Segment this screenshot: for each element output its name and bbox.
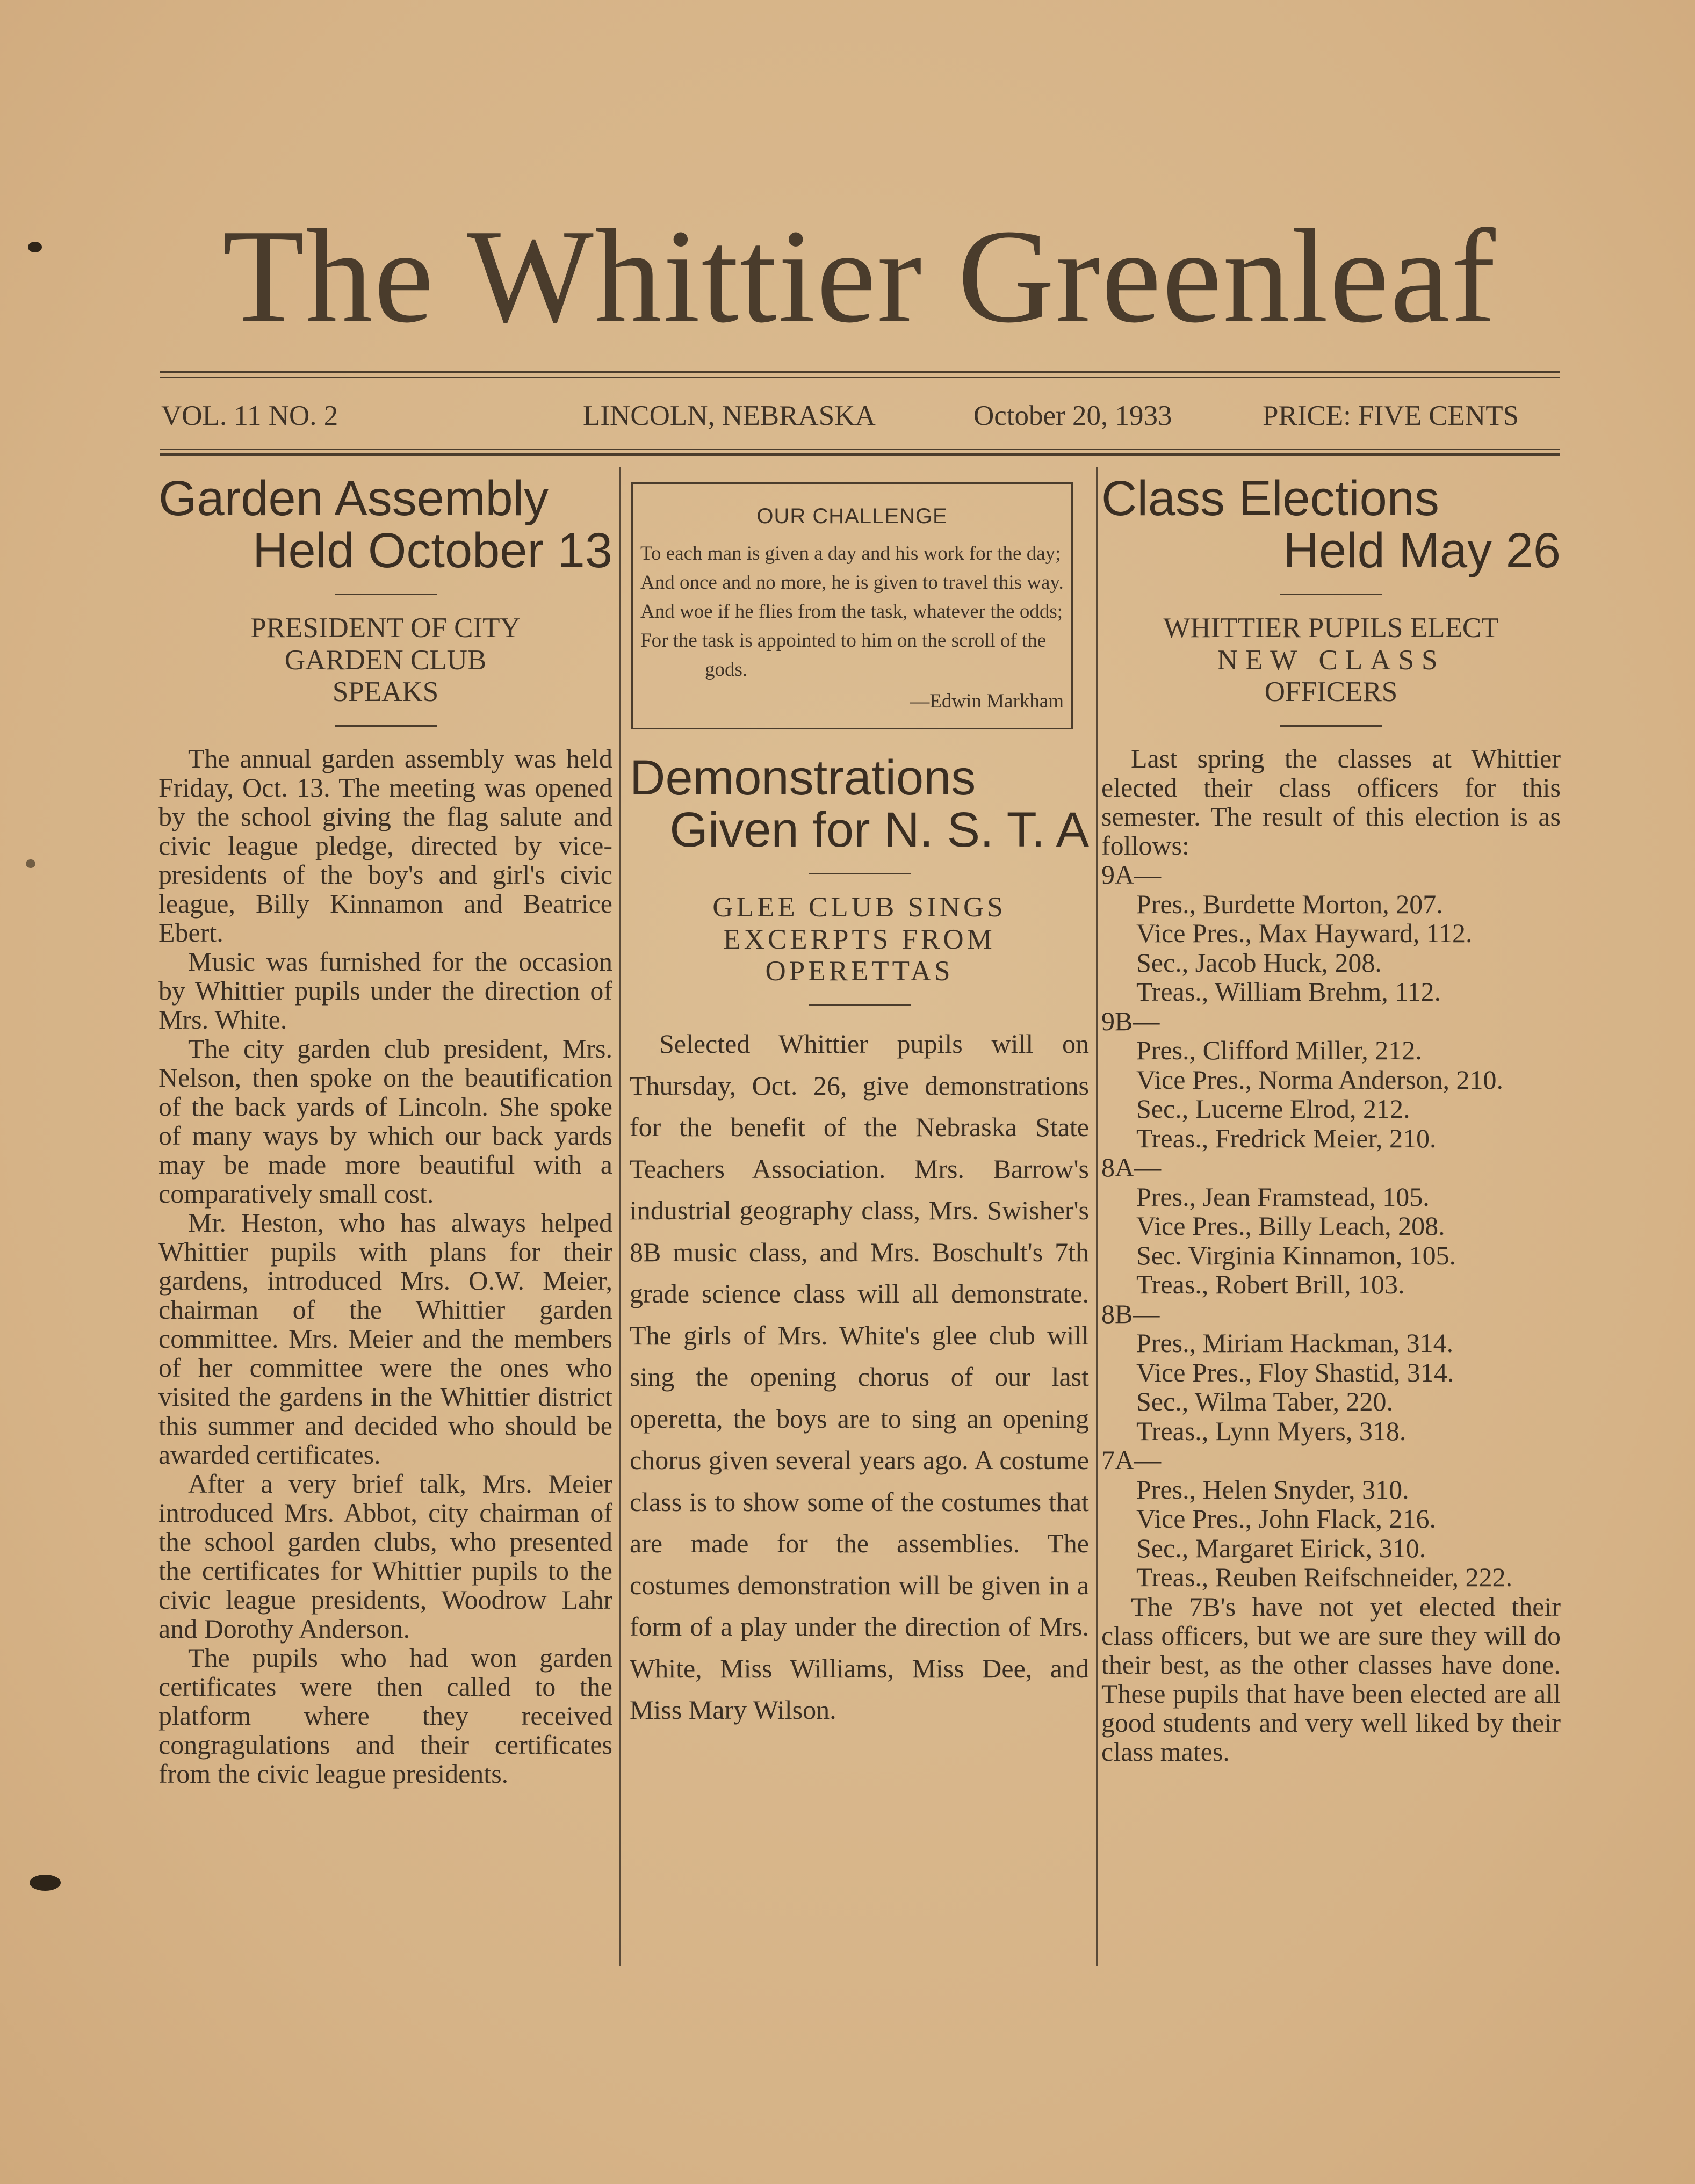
subheadline: [630, 892, 1089, 987]
column-divider-right: [1096, 467, 1098, 1966]
issue-date: October 20, 1933: [973, 400, 1172, 431]
officer-entry: Treas., William Brehm, 112.: [1136, 977, 1441, 1007]
class-name: 9B—: [1101, 1006, 1160, 1036]
officer-entry: Pres., Burdette Morton, 207.: [1136, 888, 1443, 919]
poem-line: And woe if he flies from the task, whatever the odds;: [640, 601, 1063, 623]
subheadline: [1101, 612, 1561, 708]
poem-box: [631, 482, 1073, 729]
divider: [1280, 725, 1382, 727]
headline-line-1: Demonstrations: [630, 750, 976, 805]
subheadline: [158, 612, 612, 708]
subheadline-line-1: WHITTIER PUPILS ELECT: [1163, 612, 1499, 644]
poem-line: To each man is given a day and his work for the day;: [640, 543, 1061, 565]
headline-line-2: Given for N. S. T. A: [669, 802, 1089, 857]
headline: [158, 473, 612, 576]
class-name: 8B—: [1101, 1298, 1160, 1329]
officer-entry: Sec. Virginia Kinnamon, 105.: [1136, 1240, 1456, 1270]
article-body: [1101, 744, 1561, 860]
divider: [809, 873, 911, 874]
paragraph: Mr. Heston, who has always helped Whittier pupils with plans for their gardens, introduced Mrs. O.W. Meier, chairman of the Whittier garden committee. Mrs. Meier and the members of her committee were the ones who visited the gardens in the Whittier district this summer and decided who should be awarded certificates.: [158, 1207, 612, 1470]
subheadline-line-2: GARDEN CLUB: [284, 644, 487, 676]
subheadline-line-2: NEW CLASS: [1217, 644, 1445, 676]
issue-rule-thin: [160, 449, 1560, 450]
headline-line-1: Class Elections: [1101, 471, 1439, 526]
article-garden-assembly: [158, 473, 612, 1788]
paper-blemish: [30, 1875, 61, 1891]
poem-line: For the task is appointed to him on the scroll of the gods.: [640, 630, 1047, 681]
officer-entry: Vice Pres., Floy Shastid, 314.: [1136, 1357, 1454, 1387]
masthead-title: The Whittier Greenleaf: [222, 202, 1497, 351]
article-body: [158, 744, 612, 1788]
poem-text: [640, 539, 1064, 684]
officer-entry: Sec., Lucerne Elrod, 212.: [1136, 1094, 1410, 1124]
paragraph: The pupils who had won garden certificates were then called to the platform where they received congragulations and their certificates from the civic league presidents.: [158, 1643, 612, 1789]
officer-entry: Vice Pres., Max Hayward, 112.: [1136, 918, 1473, 949]
issue-rule-thick: [160, 453, 1560, 456]
paragraph: Music was furnished for the occasion by Whittier pupils under the direction of Mrs. White.: [158, 946, 612, 1035]
poem-title: OUR CHALLENGE: [756, 504, 948, 528]
subheadline-line-1: PRESIDENT OF CITY: [250, 612, 521, 644]
headline-line-2: Held October 13: [253, 523, 612, 578]
officer-entry: Vice Pres., Billy Leach, 208.: [1136, 1211, 1445, 1241]
officer-entry: Pres., Clifford Miller, 212.: [1136, 1035, 1422, 1066]
issue-price: PRICE: FIVE CENTS: [1263, 400, 1519, 431]
headline-line-2: Held May 26: [1283, 523, 1561, 578]
paragraph: The annual garden assembly was held Friday, Oct. 13. The meeting was opened by the school giving the flag salute and civic league pledge, directed by vice-presidents of the boy's and girl's civic league, Billy Kinnamon and Beatrice Ebert.: [158, 743, 612, 948]
officer-entry: Sec., Wilma Taber, 220.: [1136, 1386, 1394, 1417]
officer-entry: Vice Pres., John Flack, 216.: [1136, 1503, 1437, 1534]
column-divider-left: [619, 467, 621, 1966]
officer-entry: Vice Pres., Norma Anderson, 210.: [1136, 1064, 1503, 1095]
article-body: [630, 1023, 1089, 1731]
subheadline-line-3: SPEAKS: [332, 676, 439, 707]
paragraph: After a very brief talk, Mrs. Meier introduced Mrs. Abbot, city chairman of the school garden clubs, who presented the certificates for Whittier pupils to the civic league presidents, Woodrow Lahr and Dorothy Anderson.: [158, 1469, 612, 1644]
subheadline-line-3: OFFICERS: [1264, 676, 1398, 707]
poem-line: And once and no more, he is given to travel this way.: [640, 572, 1064, 594]
article-class-elections: [1101, 473, 1561, 1766]
paper-blemish: [28, 242, 42, 252]
class-name: 9A—: [1101, 859, 1162, 890]
subheadline-line-3: OPERETTAS: [765, 955, 954, 987]
paper-blemish: [26, 859, 35, 868]
masthead-rule-top-thin: [160, 377, 1560, 378]
poem-author: —Edwin Markham: [910, 690, 1064, 712]
divider: [335, 594, 437, 595]
officer-entry: Treas., Lynn Myers, 318.: [1136, 1415, 1407, 1446]
subheadline-line-1: GLEE CLUB SINGS: [712, 892, 1006, 923]
officer-entry: Treas., Reuben Reifschneider, 222.: [1136, 1562, 1513, 1593]
class-name: 8A—: [1101, 1152, 1162, 1183]
masthead-rule-top-thick: [160, 371, 1560, 373]
officer-entry: Pres., Helen Snyder, 310.: [1136, 1474, 1409, 1505]
issue-city: LINCOLN, NEBRASKA: [583, 400, 876, 431]
headline: [630, 752, 1089, 856]
class-name: 7A—: [1101, 1445, 1162, 1476]
article-body-closing: [1101, 1592, 1561, 1766]
paragraph-intro: Last spring the classes at Whittier elected their class officers for this semester. The result of this election is as follows:: [1101, 743, 1561, 861]
officer-entry: Pres., Miriam Hackman, 314.: [1136, 1328, 1454, 1358]
paragraph-closing: The 7B's have not yet elected their class officers, but we are sure they will do their best, as the other classes have done. These pupils that have been elected are all good students and very well liked by their class mates.: [1101, 1591, 1561, 1767]
officer-entry: Sec., Margaret Eirick, 310.: [1136, 1532, 1426, 1563]
officer-list: [1101, 860, 1561, 1592]
paragraph: The city garden club president, Mrs. Nelson, then spoke on the beautification of the back yards of Lincoln. She spoke of many ways by which our back yards may be made more beautiful with a comparatively small cost.: [158, 1033, 612, 1209]
article-demonstrations: [630, 473, 1089, 1731]
divider: [1280, 594, 1382, 595]
divider: [809, 1004, 911, 1006]
subheadline-line-2: EXCERPTS FROM: [723, 923, 996, 955]
officer-entry: Treas., Robert Brill, 103.: [1136, 1269, 1405, 1300]
officer-entry: Treas., Fredrick Meier, 210.: [1136, 1123, 1437, 1153]
headline-line-1: Garden Assembly: [158, 471, 549, 526]
officer-entry: Pres., Jean Framstead, 105.: [1136, 1181, 1430, 1212]
issue-volume: VOL. 11 NO. 2: [161, 400, 338, 431]
divider: [335, 725, 437, 727]
paragraph: Selected Whittier pupils will on Thursday, Oct. 26, give demonstrations for the benefit of the Nebraska State Teachers Association. Mrs. Barrow's industrial geography class, Mrs. Swisher's 8B music class, and Mrs. Boschult's 7th grade science class will all demonstrate. The girls of Mrs. White's glee club will sing the opening chorus of our last operetta, the boys are to sing an opening chorus given several years ago. A costume class is to show some of the costumes that are made for the assemblies. The costumes demonstration will be given in a form of a play under the direction of Mrs. White, Miss Williams, Miss Dee, and Miss Mary Wilson.: [630, 1029, 1089, 1725]
officer-entry: Sec., Jacob Huck, 208.: [1136, 947, 1382, 978]
headline: [1101, 473, 1561, 576]
